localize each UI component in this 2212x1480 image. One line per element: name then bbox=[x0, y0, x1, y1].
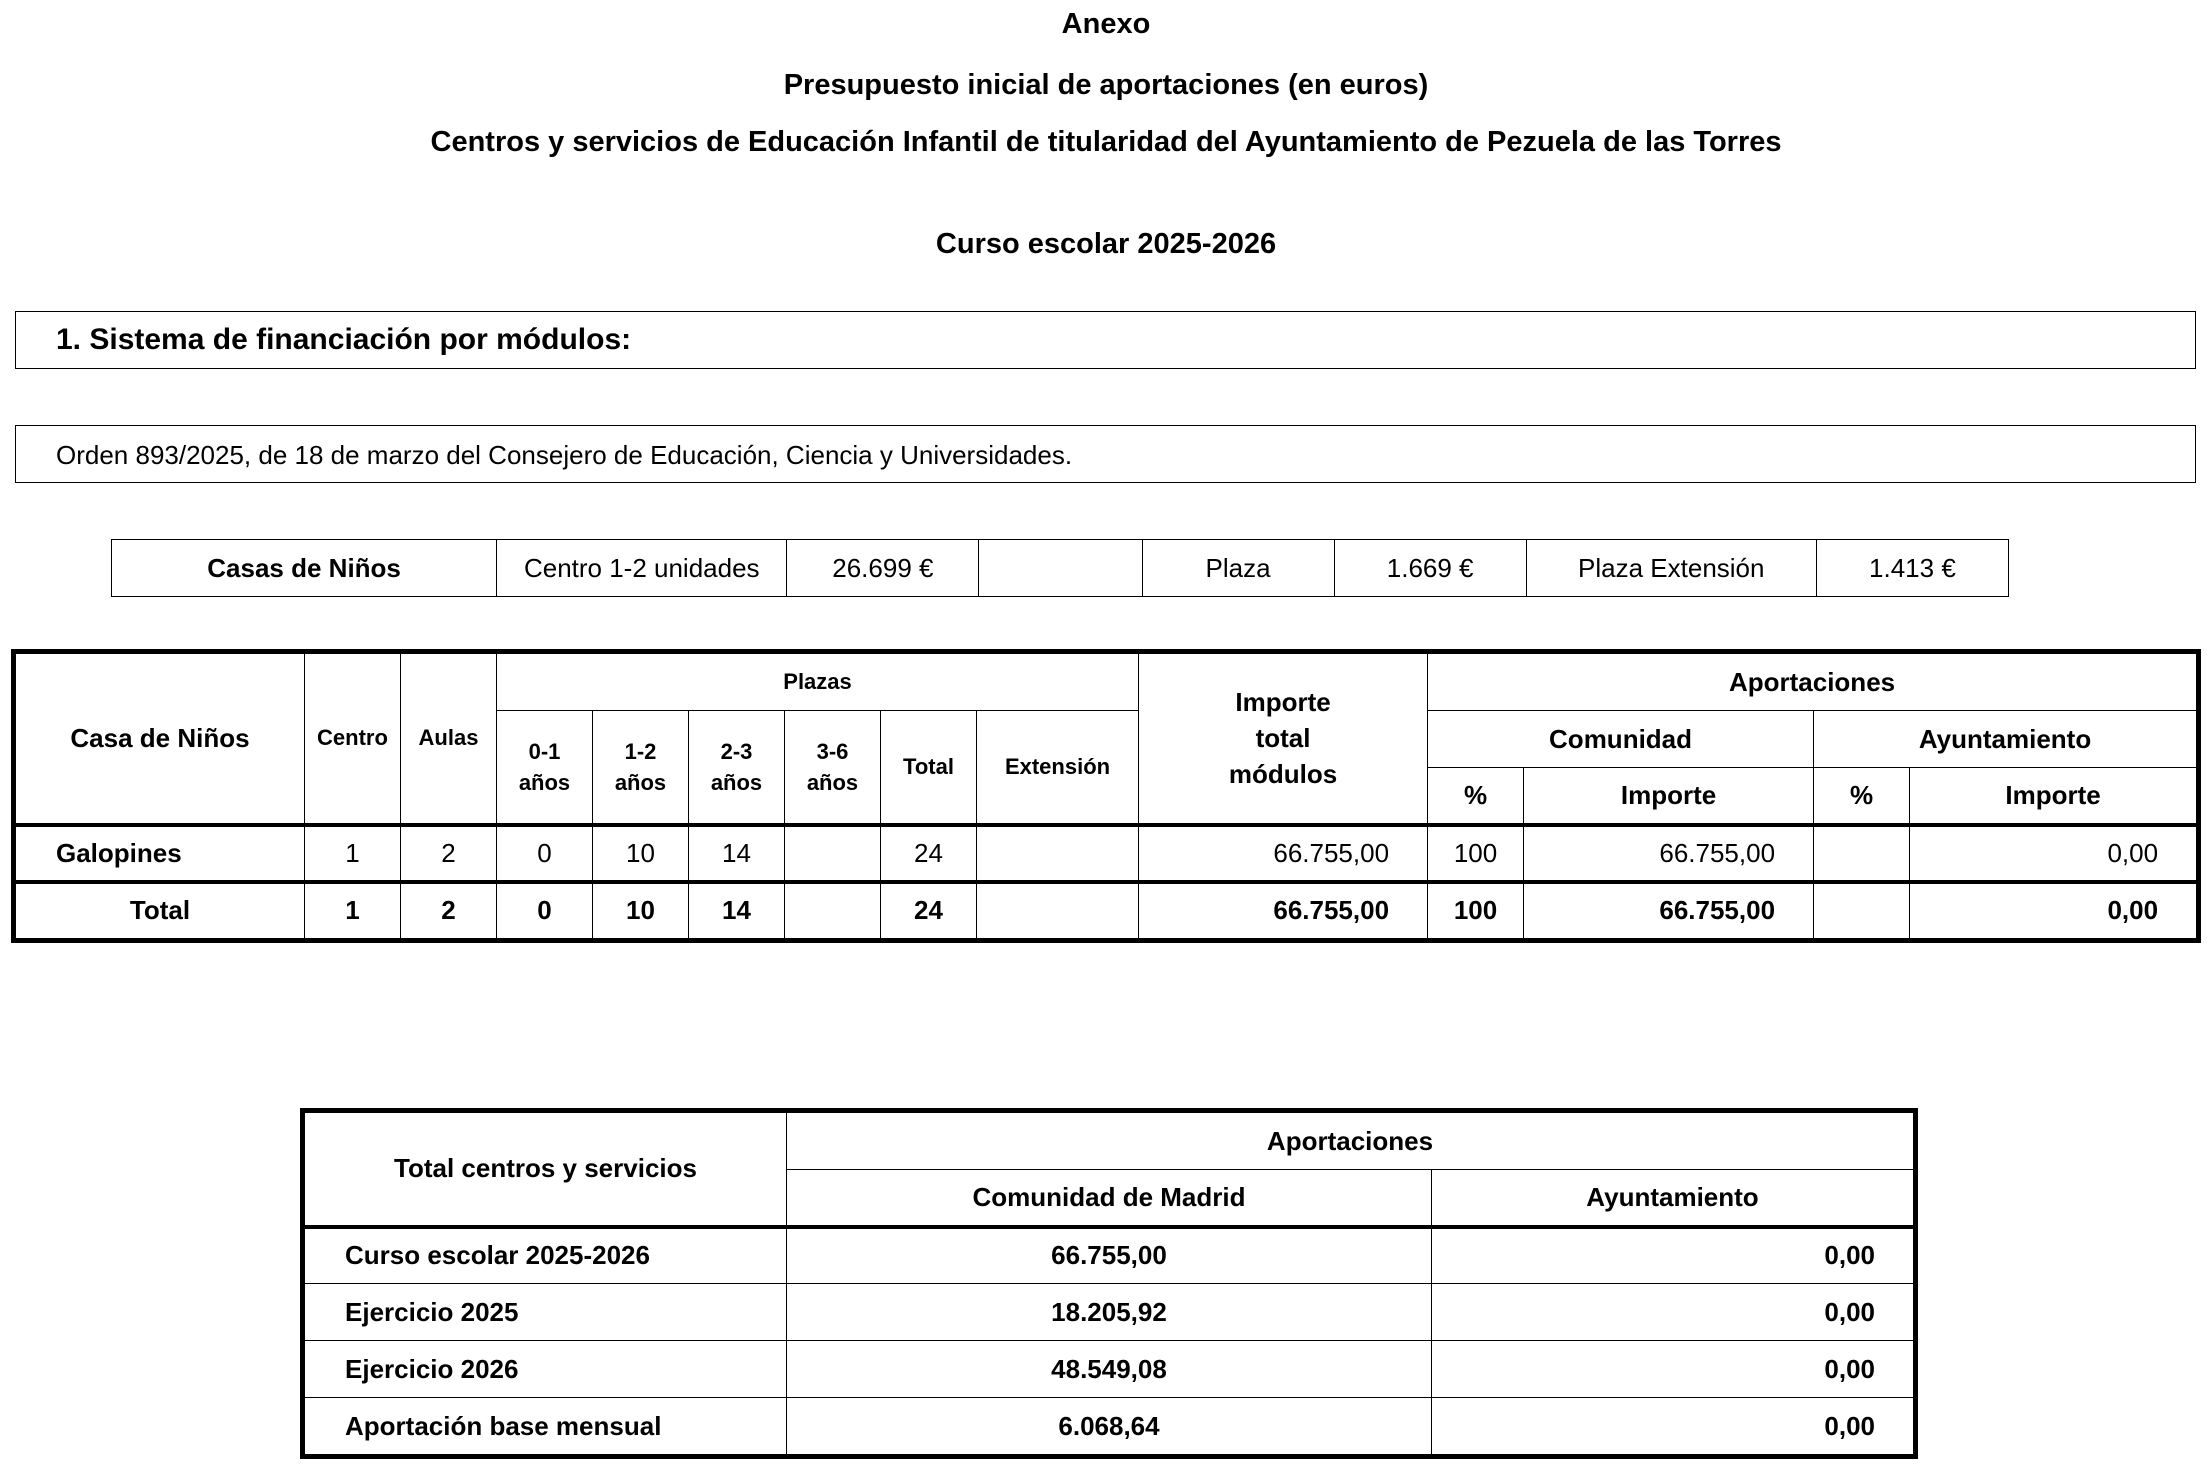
summary-row-label: Ejercicio 2025 bbox=[305, 1284, 787, 1341]
header-age-1-2 bbox=[593, 711, 689, 825]
annex-title: Anexo bbox=[1061, 8, 1151, 40]
header-age-3-6-unit: años bbox=[806, 769, 859, 795]
row-name: Galopines bbox=[16, 825, 305, 882]
total-plazas: 24 bbox=[881, 882, 977, 939]
modulo-centro-label: Centro 1-2 unidades bbox=[497, 540, 787, 597]
total-pct-ayuntamiento bbox=[1814, 882, 1910, 939]
header-comunidad: Comunidad bbox=[1428, 711, 1814, 768]
row-pct-comunidad: 100 bbox=[1428, 825, 1524, 882]
total-aulas: 2 bbox=[401, 882, 497, 939]
summary-row-comunidad: 18.205,92 bbox=[787, 1284, 1432, 1341]
summary-table bbox=[304, 1112, 1914, 1455]
total-importe: 66.755,00 bbox=[1139, 882, 1428, 939]
summary-row-comunidad: 48.549,08 bbox=[787, 1341, 1432, 1398]
row-age-1-2: 10 bbox=[593, 825, 689, 882]
summary-label: Total centros y servicios bbox=[305, 1113, 787, 1227]
header-pct-comunidad: % bbox=[1428, 768, 1524, 825]
total-age-0-1: 0 bbox=[497, 882, 593, 939]
header-plazas: Plazas bbox=[497, 654, 1139, 711]
summary-row-label: Aportación base mensual bbox=[305, 1398, 787, 1455]
header-age-2-3 bbox=[689, 711, 785, 825]
modulo-plaza-value: 1.669 € bbox=[1334, 540, 1526, 597]
summary-comunidad-header: Comunidad de Madrid bbox=[787, 1170, 1432, 1227]
modulo-plaza-label: Plaza bbox=[1142, 540, 1334, 597]
total-importe-comunidad: 66.755,00 bbox=[1524, 882, 1814, 939]
row-pct-ayuntamiento bbox=[1814, 825, 1910, 882]
summary-ayuntamiento-header: Ayuntamiento bbox=[1432, 1170, 1914, 1227]
section-1-box bbox=[15, 311, 2196, 369]
summary-row-ayuntamiento: 0,00 bbox=[1432, 1284, 1914, 1341]
summary-row-label: Ejercicio 2026 bbox=[305, 1341, 787, 1398]
summary-row-ayuntamiento: 0,00 bbox=[1432, 1398, 1914, 1455]
summary-aportaciones: Aportaciones bbox=[787, 1113, 1914, 1170]
header-importe-total bbox=[1139, 654, 1428, 825]
modulos-table bbox=[111, 539, 2009, 597]
total-age-1-2: 10 bbox=[593, 882, 689, 939]
main-table bbox=[15, 653, 2197, 939]
school-year-title: Curso escolar 2025-2026 bbox=[935, 228, 1277, 260]
header-age-1-2-unit: años bbox=[614, 769, 667, 795]
section-1-title: 1. Sistema de financiación por módulos: bbox=[56, 323, 632, 356]
row-plazas-total: 24 bbox=[881, 825, 977, 882]
row-age-3-6 bbox=[785, 825, 881, 882]
modulo-centro-value: 26.699 € bbox=[787, 540, 979, 597]
total-age-3-6 bbox=[785, 882, 881, 939]
row-age-0-1: 0 bbox=[497, 825, 593, 882]
document-title: Presupuesto inicial de aportaciones (en euros) bbox=[783, 69, 1429, 101]
header-age-1-2-range: 1-2 bbox=[624, 738, 657, 764]
header-casa: Casa de Niños bbox=[16, 654, 305, 825]
header-importe-line3: módulos bbox=[1228, 759, 1338, 790]
row-importe-comunidad: 66.755,00 bbox=[1524, 825, 1814, 882]
header-extension: Extensión bbox=[977, 711, 1139, 825]
modulo-extension-value: 1.413 € bbox=[1816, 540, 2008, 597]
row-centro: 1 bbox=[305, 825, 401, 882]
header-importe-ayuntamiento: Importe bbox=[1910, 768, 2197, 825]
total-centro: 1 bbox=[305, 882, 401, 939]
header-importe-line1: Importe bbox=[1235, 687, 1331, 718]
total-importe-ayuntamiento: 0,00 bbox=[1910, 882, 2197, 939]
modulos-label: Casas de Niños bbox=[112, 540, 497, 597]
row-aulas: 2 bbox=[401, 825, 497, 882]
header-age-3-6-range: 3-6 bbox=[816, 738, 849, 764]
summary-row-label: Curso escolar 2025-2026 bbox=[305, 1227, 787, 1284]
summary-row-ayuntamiento: 0,00 bbox=[1432, 1341, 1914, 1398]
total-extension bbox=[977, 882, 1139, 939]
total-pct-comunidad: 100 bbox=[1428, 882, 1524, 939]
row-extension bbox=[977, 825, 1139, 882]
header-plazas-total: Total bbox=[881, 711, 977, 825]
row-age-2-3: 14 bbox=[689, 825, 785, 882]
summary-row-comunidad: 6.068,64 bbox=[787, 1398, 1432, 1455]
total-row-name: Total bbox=[16, 882, 305, 939]
header-pct-ayuntamiento: % bbox=[1814, 768, 1910, 825]
header-importe-comunidad: Importe bbox=[1524, 768, 1814, 825]
summary-row-comunidad: 66.755,00 bbox=[787, 1227, 1432, 1284]
header-importe-line2: total bbox=[1255, 723, 1311, 754]
header-age-2-3-unit: años bbox=[710, 769, 763, 795]
header-age-0-1-unit: años bbox=[518, 769, 571, 795]
header-centro: Centro bbox=[305, 654, 401, 825]
document-subtitle: Centros y servicios de Educación Infantil de titularidad del Ayuntamiento de Pezuela de las Torres bbox=[430, 126, 1782, 158]
header-age-3-6 bbox=[785, 711, 881, 825]
modulo-extension-label: Plaza Extensión bbox=[1526, 540, 1816, 597]
row-importe-ayuntamiento: 0,00 bbox=[1910, 825, 2197, 882]
orden-box bbox=[15, 425, 2196, 483]
header-age-0-1 bbox=[497, 711, 593, 825]
modulo-empty-cell bbox=[979, 540, 1142, 597]
total-age-2-3: 14 bbox=[689, 882, 785, 939]
header-aportaciones: Aportaciones bbox=[1428, 654, 2197, 711]
row-importe-total: 66.755,00 bbox=[1139, 825, 1428, 882]
header-ayuntamiento: Ayuntamiento bbox=[1814, 711, 2197, 768]
header-age-2-3-range: 2-3 bbox=[720, 738, 753, 764]
orden-text: Orden 893/2025, de 18 de marzo del Consejero de Educación, Ciencia y Universidades. bbox=[56, 440, 1073, 470]
header-age-0-1-range: 0-1 bbox=[528, 738, 561, 764]
summary-row-ayuntamiento: 0,00 bbox=[1432, 1227, 1914, 1284]
header-aulas: Aulas bbox=[401, 654, 497, 825]
